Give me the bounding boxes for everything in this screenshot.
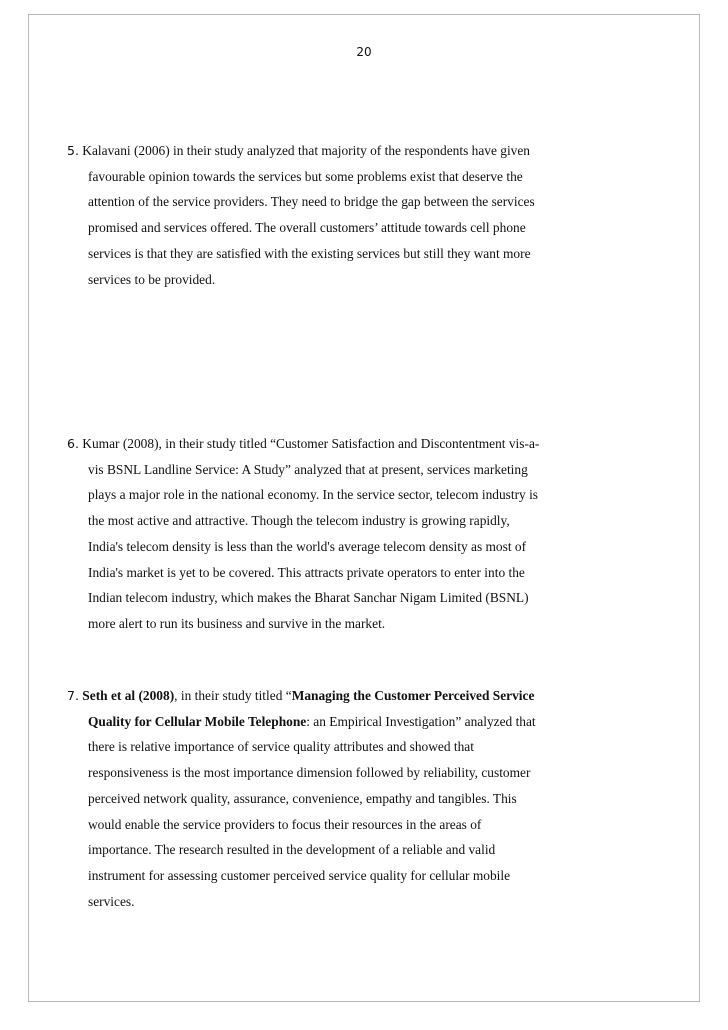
- study-title: Managing the Customer Perceived Service: [291, 688, 535, 703]
- study-title-cont: Quality for Cellular Mobile Telephone: [88, 713, 307, 729]
- author-name: Seth et al (2008): [82, 688, 175, 703]
- entry-5-line-3: attention of the service providers. They need to bridge the gap between the services: [88, 194, 535, 210]
- entry-5-line-5: services is that they are satisfied with the existing services but still they want more: [88, 245, 531, 261]
- entry-text: Kumar (2008), in their study titled “Customer Satisfaction and Discontentment vis-a-: [82, 436, 540, 451]
- entry-7-line-6: would enable the service providers to focus their resources in the areas of: [88, 816, 482, 832]
- entry-7-line-8: instrument for assessing customer perceived service quality for cellular mobile: [88, 867, 511, 883]
- page-number: 20: [356, 45, 372, 59]
- entry-5-line-4: promised and services offered. The overall customers’ attitude towards cell phone: [88, 220, 526, 236]
- entry-6-line-1: [67, 431, 618, 457]
- entry-7-line-4: responsiveness is the most importance dimension followed by reliability, customer: [88, 765, 531, 781]
- reference-entry-7: [67, 683, 618, 914]
- entry-5-line-2: favourable opinion towards the services but some problems exist that deserve the: [88, 168, 523, 184]
- entry-6-line-2: vis BSNL Landline Service: A Study” analyzed that at present, services marketing: [88, 461, 528, 477]
- entry-7-line-5: perceived network quality, assurance, convenience, empathy and tangibles. This: [88, 790, 517, 806]
- entry-7-line-3: there is relative importance of service quality attributes and showed that: [88, 739, 474, 755]
- reference-entry-6: [67, 431, 618, 637]
- entry-text: : an Empirical Investigation” analyzed that: [306, 713, 536, 729]
- entry-number: 6.: [67, 436, 79, 451]
- entry-text: Kalavani (2006) in their study analyzed that majority of the respondents have given: [82, 143, 531, 158]
- entry-7-line-9: services.: [88, 893, 135, 909]
- reference-entry-5: [67, 138, 618, 292]
- entry-6-line-3: plays a major role in the national economy. In the service sector, telecom industry is: [88, 487, 539, 503]
- entry-text: , in their study titled “: [174, 688, 292, 703]
- entry-5-line-1: [67, 138, 618, 164]
- entry-6-line-4: the most active and attractive. Though the telecom industry is growing rapidly,: [88, 513, 510, 529]
- entry-7-line-7: importance. The research resulted in the development of a reliable and valid: [88, 842, 496, 858]
- entry-7-line-1: [67, 683, 618, 709]
- entry-6-line-5: India's telecom density is less than the world's average telecom density as most of: [88, 538, 527, 554]
- entry-6-line-8: more alert to run its business and survive in the market.: [88, 615, 386, 631]
- entry-7-line-2: [88, 709, 618, 735]
- entry-6-line-7: Indian telecom industry, which makes the Bharat Sanchar Nigam Limited (BSNL): [88, 590, 529, 606]
- entry-number: 5.: [67, 143, 79, 158]
- entry-number: 7.: [67, 688, 79, 703]
- entry-6-line-6: India's market is yet to be covered. This attracts private operators to enter into the: [88, 564, 525, 580]
- entry-5-line-6: services to be provided.: [88, 271, 216, 287]
